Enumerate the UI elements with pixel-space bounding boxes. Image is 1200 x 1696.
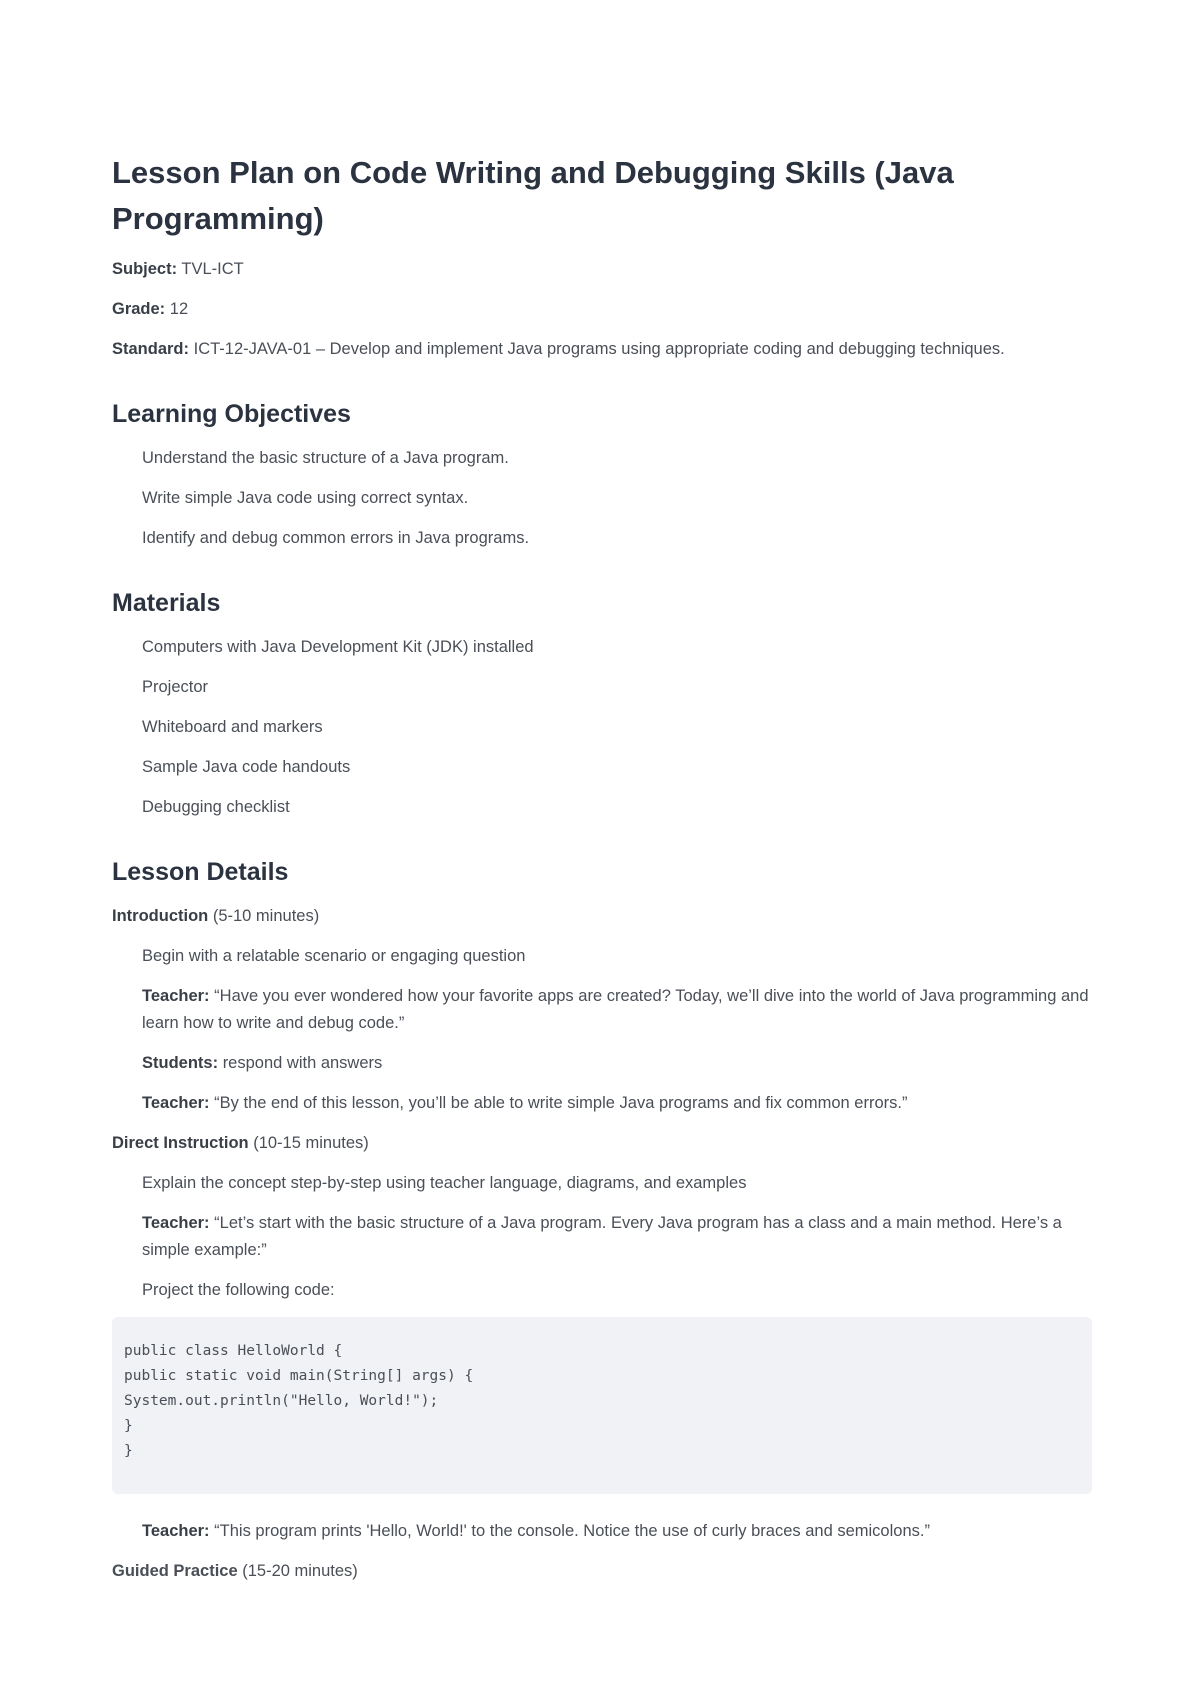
- speech-text: “Let’s start with the basic structure of a Java program. Every Java program has a class and a main method. Here’s a simple example:”: [142, 1214, 1062, 1259]
- phase-title: Direct Instruction: [112, 1134, 249, 1152]
- speech-text: “By the end of this lesson, you’ll be able to write simple Java programs and fix common errors.”: [214, 1094, 908, 1112]
- meta-value: ICT-12-JAVA-01 – Develop and implement Java programs using appropriate coding and debugging techniques.: [193, 340, 1005, 358]
- project-instruction: Project the following code:: [142, 1281, 335, 1299]
- teacher-line: [142, 1090, 1092, 1117]
- direct-step: Explain the concept step-by-step using teacher language, diagrams, and examples: [142, 1174, 747, 1192]
- phase-title: Introduction: [112, 907, 209, 925]
- code-block: public class HelloWorld { public static void main(String[] args) { System.out.println("Hello, World!"); } }: [112, 1317, 1092, 1494]
- teacher-line: [142, 1518, 1092, 1545]
- phase-title: Guided Practice: [112, 1562, 238, 1580]
- document-content: [112, 150, 1092, 1585]
- meta-label: Subject:: [112, 260, 178, 278]
- speaker-label: Students:: [142, 1054, 219, 1072]
- meta-subject: [112, 256, 1092, 283]
- speech-text: “Have you ever wondered how your favorite apps are created? Today, we’ll dive into the world of Java programming and learn how to write and debug code.”: [142, 987, 1089, 1032]
- speaker-label: Teacher:: [142, 1094, 210, 1112]
- material-item: Projector: [142, 678, 209, 696]
- objective-item: Identify and debug common errors in Java programs.: [142, 529, 530, 547]
- objective-item: Understand the basic structure of a Java program.: [142, 449, 509, 467]
- meta-value: TVL-ICT: [181, 260, 244, 278]
- material-item: Computers with Java Development Kit (JDK) installed: [142, 638, 534, 656]
- objectives-heading: Learning Objectives: [112, 400, 351, 428]
- material-item: Whiteboard and markers: [142, 718, 323, 736]
- speaker-label: Teacher:: [142, 1214, 210, 1232]
- speech-text: respond with answers: [222, 1054, 383, 1072]
- materials-heading: Materials: [112, 589, 221, 617]
- phase-duration: (5-10 minutes): [212, 907, 320, 925]
- meta-value: 12: [169, 300, 189, 318]
- speaker-label: Teacher:: [142, 1522, 210, 1540]
- introduction-step: Begin with a relatable scenario or engaging question: [142, 947, 526, 965]
- phase-duration: (10-15 minutes): [253, 1134, 369, 1152]
- phase-duration: (15-20 minutes): [242, 1562, 358, 1580]
- speaker-label: Teacher:: [142, 987, 210, 1005]
- students-line: [142, 1050, 1092, 1077]
- teacher-line: [142, 1210, 1092, 1264]
- lesson-details-heading: Lesson Details: [112, 858, 289, 886]
- meta-label: Grade:: [112, 300, 166, 318]
- introduction-label: [112, 903, 1092, 930]
- teacher-line: [142, 983, 1092, 1037]
- speech-text: “This program prints 'Hello, World!' to the console. Notice the use of curly braces and semicolons.”: [214, 1522, 930, 1540]
- page-title: Lesson Plan on Code Writing and Debugging Skills (Java Programming): [112, 155, 954, 236]
- meta-label: Standard:: [112, 340, 190, 358]
- direct-instruction-label: [112, 1130, 1092, 1157]
- material-item: Sample Java code handouts: [142, 758, 351, 776]
- objective-item: Write simple Java code using correct syntax.: [142, 489, 469, 507]
- material-item: Debugging checklist: [142, 798, 290, 816]
- guided-practice-label: [112, 1558, 1092, 1585]
- meta-standard: [112, 336, 1092, 363]
- meta-grade: [112, 296, 1092, 323]
